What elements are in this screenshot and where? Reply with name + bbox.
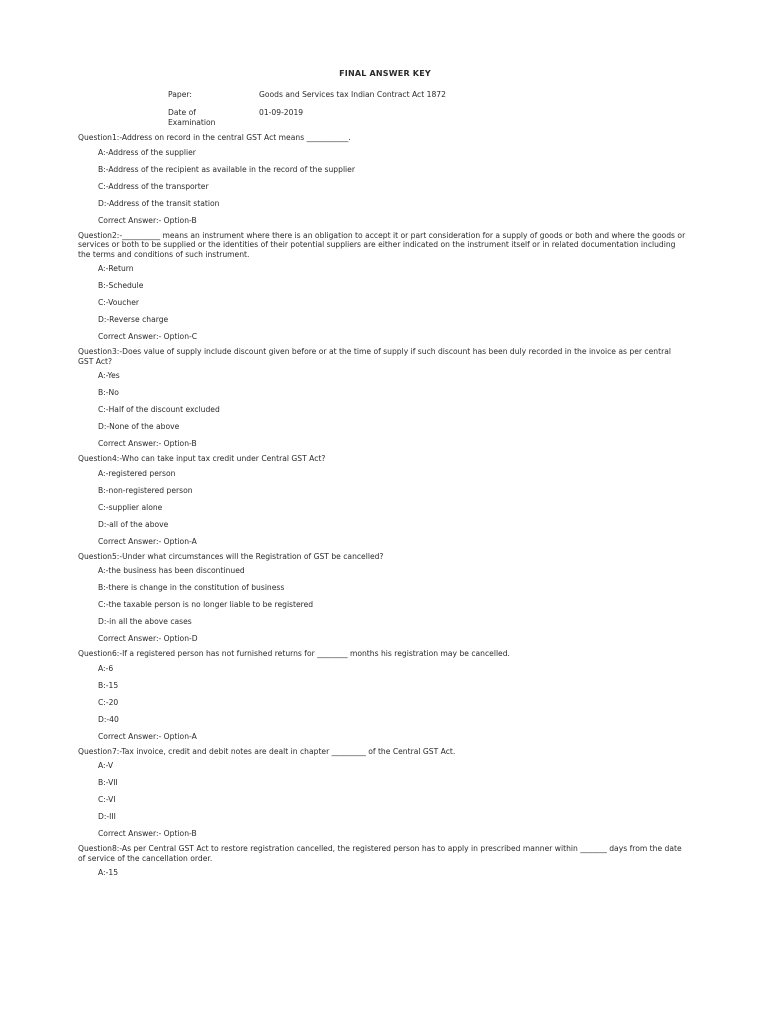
- correct-answer: Correct Answer:- Option-B: [98, 215, 197, 225]
- question-list: [78, 133, 688, 885]
- date-label-line-1: Date of: [168, 107, 196, 117]
- answer-option: D:-III: [98, 812, 116, 821]
- question-block: [78, 231, 688, 343]
- answer-option: B:-non-registered person: [98, 485, 193, 495]
- answer-option: A:-6: [98, 663, 114, 673]
- answer-option: A:-registered person: [98, 468, 176, 478]
- date-value: 01-09-2019: [259, 107, 304, 117]
- answer-option: C:-20: [98, 697, 119, 707]
- question-block: [78, 844, 688, 878]
- correct-answer: Correct Answer:- Option-D: [98, 634, 198, 643]
- question-block: [78, 133, 688, 226]
- answer-option: D:-Address of the transit station: [98, 198, 220, 208]
- answer-option: C:-the taxable person is no longer liable to be registered: [98, 600, 314, 609]
- question-block: [78, 347, 688, 449]
- correct-answer: Correct Answer:- Option-A: [98, 536, 197, 546]
- question-text: Question3:-Does value of supply include discount given before or at the time of supply if such discount has been duly recorded in the invoice as per central GST Act?: [78, 347, 671, 366]
- answer-option: B:-15: [98, 680, 119, 690]
- date-row: [168, 108, 688, 129]
- answer-option: A:-the business has been discontinued: [98, 566, 245, 575]
- answer-option: D:-in all the above cases: [98, 617, 192, 626]
- answer-option: A:-V: [98, 761, 114, 770]
- answer-option: C:-VI: [98, 795, 116, 804]
- date-label: [168, 108, 259, 129]
- paper-value: Goods and Services tax Indian Contract Act 1872: [259, 90, 446, 99]
- answer-option: C:-Half of the discount excluded: [98, 405, 220, 414]
- answer-option: A:-15: [98, 868, 119, 877]
- paper-label: Paper:: [168, 90, 192, 99]
- answer-option: D:-40: [98, 714, 119, 724]
- question-text: Question4:-Who can take input tax credit under Central GST Act?: [78, 454, 326, 463]
- question-block: [78, 649, 688, 742]
- paper-row: [168, 90, 688, 101]
- question-text: Question8:-As per Central GST Act to restore registration cancelled, the registered person has to apply in prescribed manner within _______ days from the date of service of the cancellation order.: [78, 844, 682, 863]
- answer-option: C:-supplier alone: [98, 502, 163, 512]
- question-block: [78, 747, 688, 840]
- question-text: Question7:-Tax invoice, credit and debit notes are dealt in chapter _________ of the Central GST Act.: [78, 746, 456, 756]
- answer-option: B:-Schedule: [98, 281, 144, 290]
- answer-option: C:-Address of the transporter: [98, 181, 209, 191]
- question-text: Question2:-__________ means an instrument where there is an obligation to accept it or part consideration for a supply of goods or both and where the goods or services or both to be supplied or the identities of their potential suppliers are either indicated on the instrument itself or in related documentation including the terms and conditions of such instrument.: [78, 230, 686, 259]
- question-block: [78, 454, 688, 547]
- answer-option: A:-Yes: [98, 371, 120, 380]
- question-text: Question5:-Under what circumstances will the Registration of GST be cancelled?: [78, 551, 384, 561]
- question-text: Question6:-If a registered person has not furnished returns for ________ months his registration may be cancelled.: [78, 649, 510, 658]
- correct-answer: Correct Answer:- Option-B: [98, 439, 197, 448]
- correct-answer: Correct Answer:- Option-A: [98, 731, 197, 741]
- answer-option: A:-Address of the supplier: [98, 147, 196, 157]
- question-block: [78, 552, 688, 645]
- answer-option: C:-Voucher: [98, 298, 140, 307]
- exam-meta: [168, 90, 688, 136]
- answer-option: B:-there is change in the constitution of business: [98, 583, 285, 592]
- date-label-line-2: Examination: [168, 118, 216, 127]
- answer-option: D:-Reverse charge: [98, 315, 169, 324]
- answer-option: A:-Return: [98, 264, 134, 273]
- page-title: FINAL ANSWER KEY: [339, 69, 431, 78]
- question-text: Question1:-Address on record in the central GST Act means ___________.: [78, 133, 351, 142]
- correct-answer: Correct Answer:- Option-B: [98, 829, 197, 838]
- answer-option: B:-VII: [98, 778, 118, 787]
- answer-option: B:-Address of the recipient as available in the record of the supplier: [98, 164, 355, 174]
- answer-option: D:-all of the above: [98, 519, 169, 529]
- answer-option: B:-No: [98, 388, 119, 397]
- correct-answer: Correct Answer:- Option-C: [98, 332, 198, 341]
- answer-option: D:-None of the above: [98, 422, 180, 431]
